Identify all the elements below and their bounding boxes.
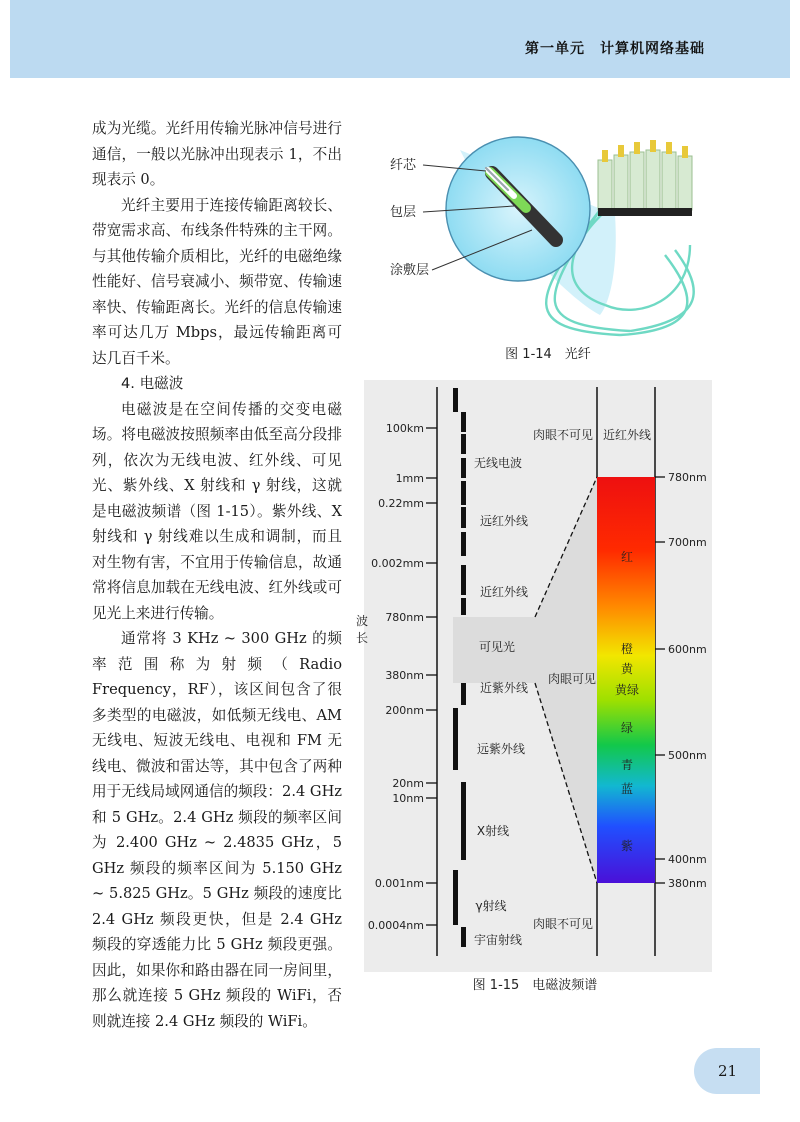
fiber-connectors	[598, 140, 692, 216]
fiber-figure	[390, 137, 694, 362]
visibility-label-visible: 肉眼可见	[547, 672, 597, 686]
band-marker	[461, 412, 466, 432]
visible-spectrum-bar	[597, 477, 655, 883]
color-label: 橙	[620, 642, 634, 656]
band-marker	[453, 388, 458, 412]
band-marker	[461, 782, 466, 860]
band-marker	[461, 434, 466, 454]
visible-tick-label: 780nm	[668, 471, 707, 484]
band-label: 宇宙射线	[473, 933, 523, 947]
axis-label-char-1: 波	[356, 614, 369, 628]
band-label: 可见光	[478, 640, 516, 654]
wavelength-tick-label: 0.001nm	[374, 877, 424, 890]
color-label: 紫	[620, 839, 634, 853]
band-label: 近红外线	[479, 585, 529, 599]
label-core: 纤芯	[390, 158, 417, 173]
band-marker	[453, 870, 458, 925]
wavelength-tick-label: 0.002mm	[371, 557, 424, 570]
wavelength-tick-label: 0.22mm	[378, 497, 424, 510]
band-label: 远紫外线	[476, 742, 526, 756]
color-label: 黄绿	[614, 683, 640, 697]
paragraph-rf: 通常将 3 KHz ~ 300 GHz 的频率范围称为射频（Radio Frequency，RF），该区间包含了很多类型的电磁波，如低频无线电、AM 无线电、短波无线电、电视和 FM 无线电、微波和雷达等，其中包含了两种用于无线局域网通信的频段：2.4 GHz 和 5 GHz。2.4 GHz 频段的频率区间为 2.400 GHz ~ 2.4835 GHz，5 GHz 频段的频率区间为 5.150 GHz ~ 5.825 GHz。5 GHz 频段的速度比 2.4 GHz 频段更快，但是 2.4 GHz 频段的穿透能力比 5 GHz 频段更强。因此，如果你和路由器在同一房间里，那么就连接 5 GHz 频段的 WiFi，否则就连接 2.4 GHz 频段的 WiFi。	[92, 630, 342, 1030]
band-label: 远红外线	[479, 514, 529, 528]
spectrum-caption: 图 1-15 电磁波频谱	[472, 978, 598, 993]
wavelength-tick-label: 380nm	[385, 669, 424, 682]
axis-label-char-2: 长	[356, 631, 369, 645]
visible-tick-label: 500nm	[668, 749, 707, 762]
spectrum-figure	[356, 380, 712, 993]
band-label: 近紫外线	[479, 681, 529, 695]
band-marker	[461, 532, 466, 556]
unit-title: 第一单元 计算机网络基础	[525, 41, 705, 57]
page-number-tab	[694, 1048, 760, 1094]
color-label: 绿	[620, 721, 634, 735]
wavelength-tick-label: 780nm	[385, 611, 424, 624]
color-label: 青	[620, 758, 634, 772]
visibility-label-bottom: 肉眼不可见	[532, 917, 594, 931]
visible-tick-label: 400nm	[668, 853, 707, 866]
near-infrared-header: 近红外线	[602, 428, 652, 442]
wavelength-tick-label: 20nm	[392, 777, 424, 790]
color-label: 蓝	[620, 782, 634, 796]
color-label: 红	[620, 550, 634, 564]
band-marker	[461, 458, 466, 478]
visible-tick-label: 600nm	[668, 643, 707, 656]
paragraph-em-wave: 电磁波是在空间传播的交变电磁场。将电磁波按照频率由低至高分段排列，依次为无线电波、红外线、可见光、紫外线、X 射线和 γ 射线，这就是电磁波频谱（图 1-15）。紫外线、X 射线和 γ 射线难以生成和调制，而且对生物有害，不宜用于传输信息，故通常将信息加载在无线电波、红外线或可见光上来进行传输。	[92, 400, 342, 622]
paragraph-fiber-intro: 成为光缆。光纤用传输光脉冲信号进行通信，一般以光脉冲出现表示 1，不出现表示 0。	[92, 120, 342, 188]
wavelength-tick-label: 100km	[385, 422, 424, 435]
label-cladding: 包层	[390, 205, 417, 220]
paragraph-fiber-usage: 光纤主要用于连接传输距离较长、带宽需求高、布线条件特殊的主干网。与其他传输介质相比，光纤的电磁绝缘性能好、信号衰减小、频带宽、传输速率快、传输距离长。光纤的信息传输速率可达几万 Mbps，最远传输距离可达几百千米。	[92, 196, 342, 367]
page-number: 21	[718, 1062, 738, 1080]
band-marker	[461, 598, 466, 615]
label-coating: 涂敷层	[390, 263, 430, 278]
wavelength-tick-label: 1mm	[395, 472, 424, 485]
band-label: γ射线	[475, 899, 507, 913]
band-label: X射线	[476, 824, 510, 838]
band-marker	[461, 507, 466, 528]
band-marker	[461, 565, 466, 595]
band-marker	[453, 708, 458, 770]
band-marker	[461, 481, 466, 505]
visibility-label-top: 肉眼不可见	[532, 428, 594, 442]
band-label: 无线电波	[473, 456, 523, 470]
band-marker	[461, 927, 466, 947]
wavelength-tick-label: 200nm	[385, 704, 424, 717]
section-heading: 4. 电磁波	[121, 375, 184, 392]
wavelength-tick-label: 10nm	[392, 792, 424, 805]
wavelength-tick-label: 0.0004nm	[367, 919, 424, 932]
fiber-caption: 图 1-14 光纤	[505, 347, 591, 362]
visible-tick-label: 380nm	[668, 877, 707, 890]
visible-tick-label: 700nm	[668, 536, 707, 549]
color-label: 黄	[620, 662, 634, 676]
